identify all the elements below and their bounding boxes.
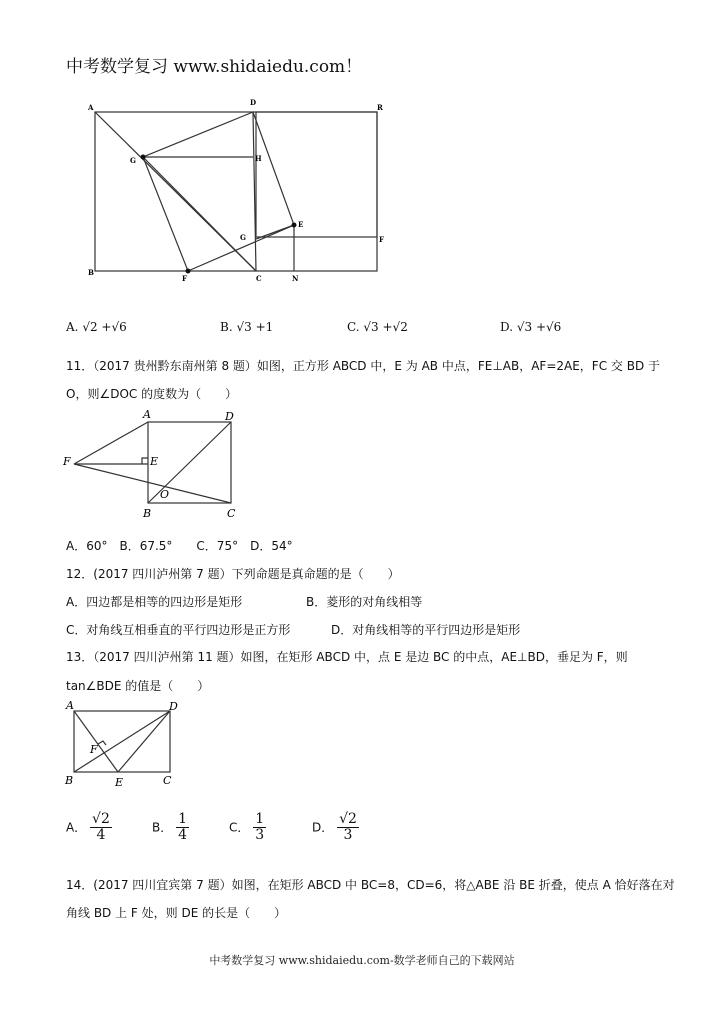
- right-angle-mark: [142, 458, 148, 464]
- label-g2: G: [240, 233, 246, 242]
- label-r: R: [377, 103, 383, 112]
- figure-q13: [60, 698, 190, 790]
- q13-option-c: C． $\frac{1}{3}$: [229, 811, 265, 844]
- q13-stem-line1: 13．（2017 四川泸州第 11 题）如图，在矩形 ABCD 中，点 E 是边 BC 的中点，AE⊥BD，垂足为 F，则: [66, 650, 628, 664]
- q12-option-a: A．四边都是相等的四边形是矩形: [66, 595, 243, 609]
- label-o: O: [160, 488, 170, 501]
- q10-option-c: C. √3 +√2: [347, 320, 408, 334]
- segment-fc: [74, 464, 231, 503]
- label-d: D: [225, 410, 234, 423]
- label-f: F: [182, 274, 187, 283]
- q13-option-d: D． $\frac{√2}{3}$: [312, 811, 357, 844]
- right-angle-mark: [98, 741, 106, 745]
- label-a: A: [88, 103, 94, 112]
- q13-stem-line2: tan∠BDE 的值是（ ）: [66, 679, 210, 693]
- diagonal-bd: [74, 711, 170, 772]
- label-a: A: [66, 699, 74, 712]
- label-e: E: [298, 220, 304, 229]
- label-c: C: [256, 274, 262, 283]
- label-e: E: [150, 455, 159, 468]
- label-b: B: [88, 268, 94, 277]
- q14-stem-line2: 角线 BD 上 F 处，则 DE 的长是（ ）: [66, 906, 287, 920]
- q11-stem-line1: 11．（2017 贵州黔东南州第 8 题）如图，正方形 ABCD 中，E 为 AB 中点，FE⊥AB，AF=2AE，FC 交 BD 于: [66, 359, 661, 373]
- figure-q11: [60, 405, 250, 523]
- page-footer: 中考数学复习 www.shidaiedu.com-数学老师自己的下载网站: [209, 954, 515, 967]
- outer-rectangle: [95, 112, 377, 271]
- q14-stem-line1: 14．(2017 四川宜宾第 7 题）如图，在矩形 ABCD 中 BC=8，CD=6，将△ABE 沿 BE 折叠，使点 A 恰好落在对: [66, 878, 675, 892]
- label-n: N: [292, 274, 299, 283]
- segment-de: [118, 711, 170, 772]
- q12-option-c: C．对角线互相垂直的平行四边形是正方形: [66, 623, 291, 637]
- label-a: A: [143, 408, 151, 421]
- tilted-square: [143, 112, 294, 271]
- diagonal-ac: [95, 112, 256, 271]
- label-g: G: [130, 156, 136, 165]
- label-f2: F: [379, 235, 384, 244]
- label-b: B: [143, 507, 152, 520]
- q10-option-a: A. √2 +√6: [66, 320, 127, 334]
- right-rectangle: [256, 112, 377, 237]
- q11-options: A．60° B．67.5° C．75° D．54°: [66, 539, 293, 553]
- label-c: C: [227, 507, 236, 520]
- q12-option-b: B．菱形的对角线相等: [306, 595, 423, 609]
- label-f: F: [90, 743, 98, 756]
- q11-stem-line2: O，则∠DOC 的度数为（ ）: [66, 387, 238, 401]
- label-c: C: [163, 774, 172, 787]
- label-h: H: [255, 154, 262, 163]
- q10-option-b: B. √3 +1: [220, 320, 274, 334]
- label-b: B: [65, 774, 74, 787]
- page-header: 中考数学复习 www.shidaiedu.com！: [66, 57, 363, 77]
- label-d: D: [169, 700, 178, 713]
- segment-ae: [74, 711, 118, 772]
- label-f: F: [63, 455, 71, 468]
- q12-stem: 12．(2017 四川泸州第 7 题）下列命题是真命题的是（ ）: [66, 567, 400, 581]
- label-e: E: [115, 776, 124, 789]
- q10-option-d: D. √3 +√6: [500, 320, 562, 334]
- q13-option-b: B． $\frac{1}{4}$: [152, 811, 187, 844]
- label-d: D: [250, 98, 257, 107]
- q12-option-d: D．对角线相等的平行四边形是矩形: [331, 623, 521, 637]
- figure-q10: [80, 95, 390, 285]
- q13-option-a: A． $\frac{√2}{4}$: [66, 811, 110, 844]
- segment-fa: [74, 422, 148, 464]
